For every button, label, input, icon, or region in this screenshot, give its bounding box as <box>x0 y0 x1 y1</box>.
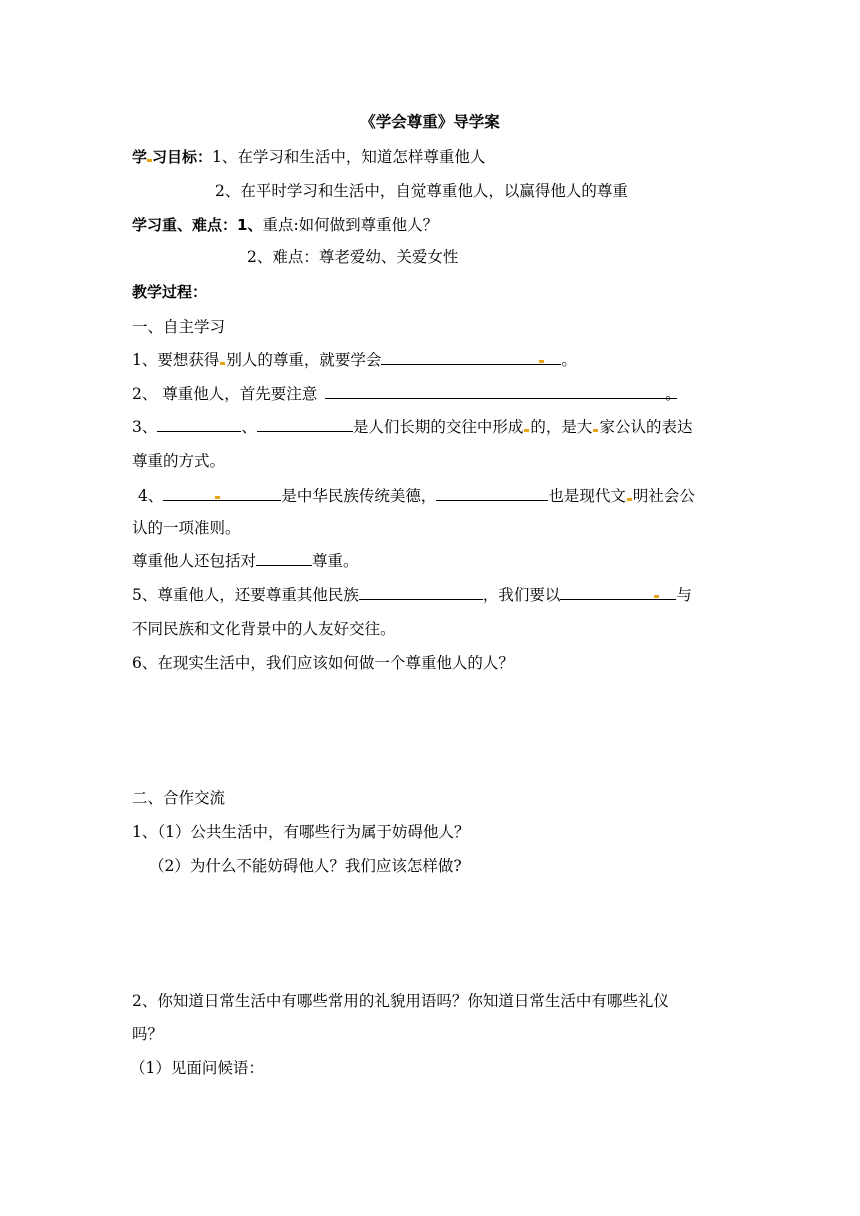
objectives-label-a: 学 <box>132 148 148 166</box>
section2-question-2: 2、你知道日常生活中有哪些常用的礼貌用语吗？你知道日常生活中有哪些礼仪 <box>132 992 669 1010</box>
question-1 <box>132 349 577 371</box>
question-3 <box>132 416 692 438</box>
q4-extra-blank[interactable] <box>256 550 312 566</box>
question-4-line-2: 认的一项准则。 <box>132 519 241 537</box>
keypoints-label: 学习重、难点： <box>132 216 238 234</box>
section2-question-2-sub-1: （1）见面问候语： <box>130 1059 264 1077</box>
question-4-extra <box>132 550 359 572</box>
question-5 <box>132 584 692 606</box>
keypoint-1-text: 重点:如何做到尊重他人？ <box>262 216 439 234</box>
q3-text-c: 成 <box>507 418 524 436</box>
q3-text-b: 是人们长期的交往中形 <box>352 418 508 436</box>
q4-extra-text-b: 尊重。 <box>312 552 359 570</box>
q3-blank-1[interactable] <box>157 416 241 432</box>
q5-blank-1[interactable] <box>359 584 483 600</box>
document-title: 《学会尊重》导学案 <box>360 113 500 131</box>
q4-text-b: 是中华民族传统美德， <box>281 487 437 505</box>
annotation-mark <box>524 429 529 432</box>
question-2 <box>132 383 681 405</box>
q5-text-a: 5、尊重他人，还要尊重其他民族 <box>132 586 359 604</box>
objective-item-1: 1、在学习和生活中，知道怎样尊重他人 <box>212 148 486 166</box>
q1-end: 。 <box>561 351 577 369</box>
q1-text-b: 别人的尊重，就要学会 <box>226 351 382 369</box>
question-3-line-2: 尊重的方式。 <box>132 452 226 470</box>
q4-blank-1[interactable] <box>163 485 281 501</box>
annotation-mark <box>627 498 632 501</box>
section2-question-1-sub-2: （2）为什么不能妨碍他人？我们应该怎样做? <box>149 857 462 875</box>
q1-text-a: 1、要想获得 <box>132 351 220 369</box>
q3-text-e: 家公认的表达 <box>599 418 693 436</box>
q4-extra-text-a: 尊重他人还包括对 <box>132 552 257 570</box>
q3-blank-2[interactable] <box>257 416 353 432</box>
q4-text-d: 明社会公 <box>632 487 695 505</box>
q2-text: 2、 尊重他人，首先要注意 <box>132 385 318 403</box>
section2-question-2-line-2: 吗？ <box>132 1025 164 1043</box>
q2-blank[interactable] <box>325 383 677 399</box>
section1-heading: 一、自主学习 <box>132 318 226 336</box>
objectives-label-b: 习目标： <box>152 148 213 166</box>
q4-blank-2[interactable] <box>436 485 548 501</box>
q5-blank-2[interactable] <box>560 584 676 600</box>
q2-end: 。 <box>665 385 681 403</box>
q3-num: 3、 <box>132 418 158 436</box>
annotation-mark <box>220 362 225 365</box>
q4-num: 4、 <box>138 487 164 505</box>
annotation-mark <box>593 429 598 432</box>
q3-sep: 、 <box>241 418 257 436</box>
keypoint-item-2: 2、难点：尊老爱幼、关爱女性 <box>247 248 459 266</box>
question-4 <box>138 485 695 507</box>
q5-text-c: 与 <box>676 586 692 604</box>
section2-question-1: 1、（1）公共生活中，有哪些行为属于妨碍他人？ <box>132 823 470 841</box>
process-label: 教学过程： <box>132 283 208 301</box>
objectives-line-1 <box>132 146 485 168</box>
question-6: 6、在现实生活中，我们应该如何做一个尊重他人的人？ <box>132 654 514 672</box>
objective-item-2: 2、在平时学习和生活中，自觉尊重他人，以赢得他人的尊重 <box>215 182 628 200</box>
section2-heading: 二、合作交流 <box>132 789 226 807</box>
q1-blank[interactable] <box>381 349 561 365</box>
keypoints-line-1 <box>132 214 438 236</box>
question-5-line-2: 不同民族和文化背景中的人友好交往。 <box>132 620 396 638</box>
q5-text-b: ，我们要以 <box>482 586 561 604</box>
keypoint-1-number: 1、 <box>237 216 263 234</box>
q4-text-c: 也是现代文 <box>548 487 626 505</box>
q3-text-d: 的，是大 <box>530 418 593 436</box>
